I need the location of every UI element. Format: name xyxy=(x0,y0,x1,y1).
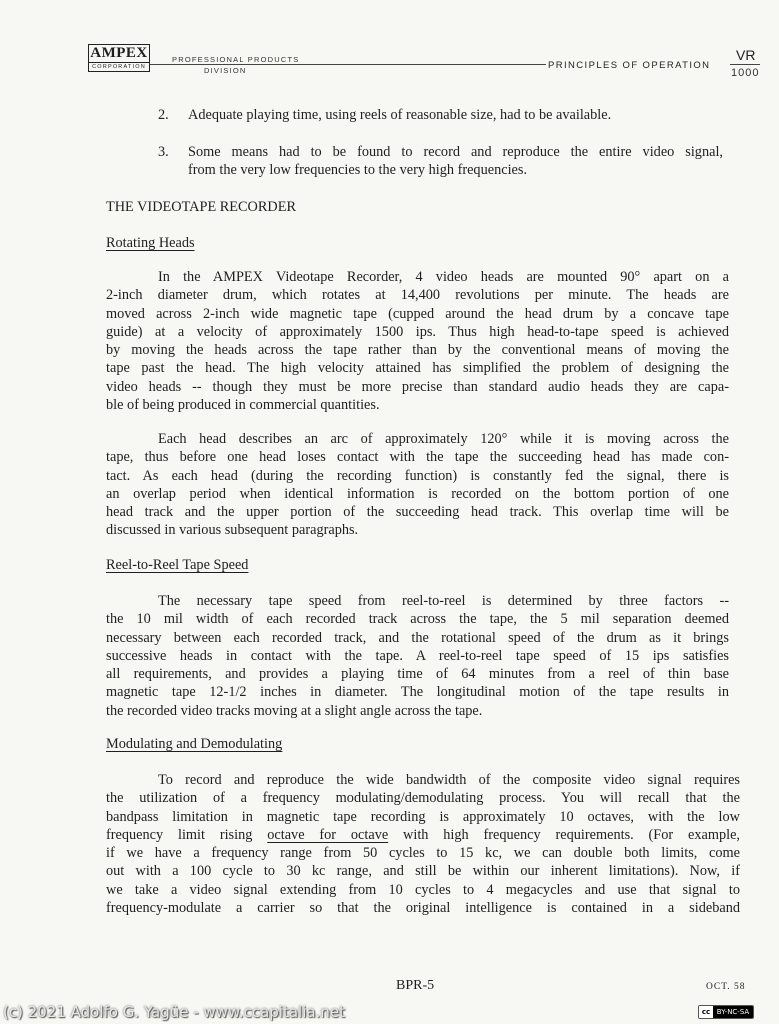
page-number: BPR-5 xyxy=(396,978,435,993)
text-line: out with a 100 cycle to 30 kc range, and still be within our inherent limitations). Now, if xyxy=(106,863,740,880)
text-line: the recorded video tracks moving at a slight angle across the tape. xyxy=(106,702,483,719)
text-line: the 10 mil width of each recorded track across the tape, the 5 mil separation deemed xyxy=(106,611,729,628)
text-line: guide) at a velocity of approximately 1500 ips. Thus high head-to-tape speed is achieved xyxy=(106,323,729,340)
text-line: from the very low frequencies to the very high frequencies. xyxy=(188,162,528,178)
license-terms: BY-NC-SA xyxy=(713,1006,753,1018)
section-heading: THE VIDEOTAPE RECORDER xyxy=(106,199,297,215)
cc-icon: cc xyxy=(699,1006,713,1018)
text-line: successive heads in contact with the tape. A reel-to-reel tape speed of 15 ips satisfies xyxy=(106,647,729,664)
section-title: PRINCIPLES OF OPERATION xyxy=(548,60,711,71)
logo-subtitle: CORPORATION xyxy=(92,64,146,70)
header-rule xyxy=(150,64,546,65)
paragraph xyxy=(106,430,729,540)
text-line: To record and reproduce the wide bandwidth of the composite video signal requires xyxy=(158,772,740,788)
text-line: ble of being produced in commercial quantities. xyxy=(106,397,380,414)
text-segment: frequency limit rising xyxy=(106,826,268,843)
text-line: discussed in various subsequent paragraphs. xyxy=(106,522,359,539)
ampex-logo xyxy=(88,44,150,72)
text-line: The necessary tape speed from reel-to-reel is determined by three factors -- xyxy=(158,593,729,609)
text-line xyxy=(106,826,740,844)
text-line: 2-inch diameter drum, which rotates at 14,400 revolutions per minute. The heads are xyxy=(106,287,729,304)
logo-name: AMPEX xyxy=(90,45,148,61)
text-line: Some means had to be found to record and reproduce the entire video signal, xyxy=(188,144,723,160)
list-number: 3. xyxy=(158,144,169,160)
text-line: all requirements, and provides a playing time of 64 minutes from a reel of thin base xyxy=(106,666,729,683)
text-line: the utilization of a frequency modulating/demodulating process. You will recall that the xyxy=(106,790,740,807)
text-line: by moving the heads across the tape rather than by the conventional means of moving the xyxy=(106,342,729,359)
text-line: tact. As each head (during the recording function) is constantly fed the signal, there is xyxy=(106,467,729,484)
text-line: tape, thus before one head loses contact with the tape the succeeding head has made con- xyxy=(106,449,729,466)
text-line: necessary between each recorded track, and the rotational speed of the drum as it brings xyxy=(106,629,729,646)
doc-code: VR xyxy=(736,47,756,63)
paragraph xyxy=(106,268,729,414)
text-line: In the AMPEX Videotape Recorder, 4 video heads are mounted 90° apart on a xyxy=(158,269,729,285)
text-line: magnetic tape 12-1/2 inches in diameter. The longitudinal motion of the tape results in xyxy=(106,684,729,701)
division-line-2: DIVISION xyxy=(204,66,247,75)
text-line: an overlap period when identical information is recorded on the bottom portion of one xyxy=(106,485,729,502)
paragraph xyxy=(106,771,740,917)
division-label xyxy=(172,54,299,76)
division-line-1: PROFESSIONAL PRODUCTS xyxy=(172,55,300,64)
text-line: we take a video signal extending from 10 cycles to 4 megacycles and use that signal to xyxy=(106,881,740,898)
list-item-text xyxy=(188,143,723,161)
text-line: frequency-modulate a carrier so that the original intelligence is contained in a sideband xyxy=(106,900,740,917)
document-date: OCT. 58 xyxy=(706,982,746,992)
subsection-title-rotating-heads: Rotating Heads xyxy=(106,235,195,251)
subsection-title-reel-to-reel: Reel-to-Reel Tape Speed xyxy=(106,557,249,573)
doc-number: 1000 xyxy=(731,67,760,79)
text-line: tape past the head. The high velocity attained has simplified the problem of designing the xyxy=(106,360,729,377)
paragraph xyxy=(106,592,729,720)
text-line: moved across 2-inch wide magnetic tape (cupped around the head drum by a concave tape xyxy=(106,305,729,322)
text-line: bandpass limitation in magnetic tape recording is approximately 10 octaves, with the low xyxy=(106,808,740,825)
list-number: 2. xyxy=(158,107,169,123)
subsection-title-modulating: Modulating and Demodulating xyxy=(106,736,283,752)
text-line: Each head describes an arc of approximately 120° while it is moving across the xyxy=(158,431,729,447)
text-line: video heads -- though they must be more precise than standard audio heads they are capa- xyxy=(106,378,729,395)
list-item-text: Adequate playing time, using reels of reasonable size, had to be available. xyxy=(188,107,612,123)
copyright-watermark: (c) 2021 Adolfo G. Yagüe - www.ccapitalia.net xyxy=(3,1003,345,1021)
underlined-phrase: octave for octave xyxy=(267,826,389,843)
text-line: if we have a frequency range from 50 cycles to 15 kc, we can double both limits, come xyxy=(106,845,740,862)
text-segment: with high frequency requirements. (For example, xyxy=(388,826,741,843)
cc-license-badge[interactable] xyxy=(698,1005,754,1019)
text-line: head track and the upper portion of the succeeding head track. This overlap time will be xyxy=(106,504,729,521)
doc-code-rule xyxy=(730,64,760,65)
